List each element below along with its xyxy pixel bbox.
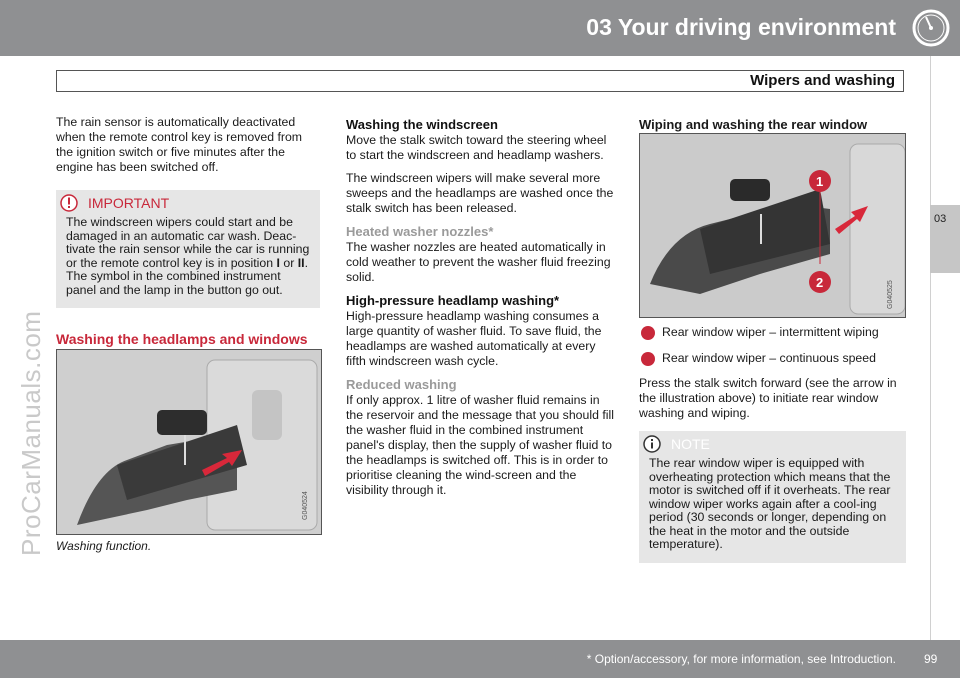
- callout-item-1: [639, 325, 909, 345]
- header-bar: [0, 0, 960, 56]
- heading-heated-nozzles: Heated washer nozzles*: [346, 224, 494, 239]
- note-text: The rear window wiper is equipped with overheating protection which means that the motor is switched off if it overheats. The rear window wiper works again after a cool-ing period (30 seconds or longer, depending on the heat in the motor and the outside temperature).: [649, 456, 891, 551]
- red-circle-2-icon: [641, 352, 655, 366]
- image-code: G040524: [302, 491, 309, 520]
- page-number: 99: [924, 652, 938, 666]
- paragraph-windscreen-1: Move the stalk switch toward the steering wheel to start the windscreen and headlamp washers.: [346, 133, 607, 162]
- heading-rear-window: Wiping and washing the rear window: [639, 117, 868, 132]
- note-box: [639, 431, 906, 563]
- paragraph-heated-nozzles: The washer nozzles are heated automatically in cold weather to prevent the washer fluid freezing solid.: [346, 240, 611, 284]
- paragraph-reduced-washing: If only approx. 1 litre of washer fluid remains in the reservoir and the message that you should fill the washer fluid in the combined instrument panel's display, then the supply of washer fluid to the headlamps is switched off. This is in order to prioritise cleaning the wind-screen and the visibility through it.: [346, 393, 614, 497]
- heading-reduced-washing: Reduced washing: [346, 377, 457, 392]
- washing-function-illustration: [56, 349, 322, 535]
- rear-window-illustration: [639, 133, 906, 318]
- callout-1-text: Rear window wiper – intermittent wiping: [662, 325, 879, 339]
- note-header: [639, 431, 906, 457]
- paragraph-high-pressure: High-pressure headlamp washing consumes a large quantity of washer fluid. To save fluid, the headlamps are washed automatically at every fifth windscreen wash cycle.: [346, 309, 602, 368]
- important-text-b: or: [279, 255, 298, 270]
- important-text-c: . The symbol in the combined instrument panel and the lamp in the button go out.: [66, 255, 308, 297]
- section-title: Wipers and washing: [750, 72, 895, 89]
- watermark: ProCarManuals.com: [16, 310, 46, 556]
- footnote-star: *: [586, 652, 592, 666]
- important-text-a: The windscreen wipers could start and be damaged in an automatic car wash. Deac-tivate the rain sensor while the car is running or the remote control key is in position: [66, 215, 310, 270]
- section-heading-headlamps: Washing the headlamps and windows: [56, 331, 308, 347]
- chapter-tab-label: 03: [934, 213, 947, 225]
- column-1: [56, 115, 321, 183]
- red-circle-1-icon: [641, 326, 655, 340]
- chapter-tab[interactable]: [930, 205, 960, 273]
- divider: [930, 56, 931, 640]
- stalk-switch-image: [57, 350, 322, 535]
- position-i: I: [276, 255, 280, 270]
- info-icon: [643, 435, 661, 453]
- callout-1-marker: 1: [816, 174, 824, 189]
- section-header: [56, 70, 904, 92]
- column-3: [639, 325, 909, 429]
- note-title: NOTE: [671, 436, 710, 452]
- callout-2-marker: 2: [816, 275, 824, 290]
- important-header: [56, 190, 320, 216]
- rear-window-paragraph: Press the stalk switch forward (see the arrow in the illustration above) to initiate rear window washing and wiping.: [639, 376, 897, 420]
- image-code: G040525: [887, 280, 894, 309]
- important-title: IMPORTANT: [88, 195, 170, 211]
- position-ii: II: [297, 255, 305, 270]
- column-2: [346, 117, 616, 506]
- footer-bar: [0, 640, 960, 678]
- footnote: [587, 652, 896, 666]
- gauge-icon: [911, 8, 951, 48]
- rear-stalk-image: [640, 134, 906, 318]
- heading-washing-windscreen: Washing the windscreen: [346, 117, 498, 132]
- important-text: [56, 216, 320, 297]
- chapter-title: 03 Your driving environment: [586, 14, 896, 40]
- callout-item-2: [639, 351, 909, 376]
- figure-caption: Washing function.: [56, 539, 152, 553]
- important-box: [56, 190, 320, 308]
- heading-high-pressure: High-pressure headlamp washing*: [346, 293, 560, 308]
- intro-paragraph: The rain sensor is automatically deactivated when the remote control key is removed from the ignition switch or five minutes after the engine has been switched off.: [56, 115, 303, 174]
- paragraph-windscreen-2: The windscreen wipers will make several more sweeps and the headlamps are washed once the stalk switch has been released.: [346, 171, 614, 215]
- callout-2-text: Rear window wiper – continuous speed: [662, 351, 876, 365]
- footnote-text: Option/accessory, for more information, see Introduction.: [594, 652, 896, 666]
- exclamation-icon: [60, 194, 78, 212]
